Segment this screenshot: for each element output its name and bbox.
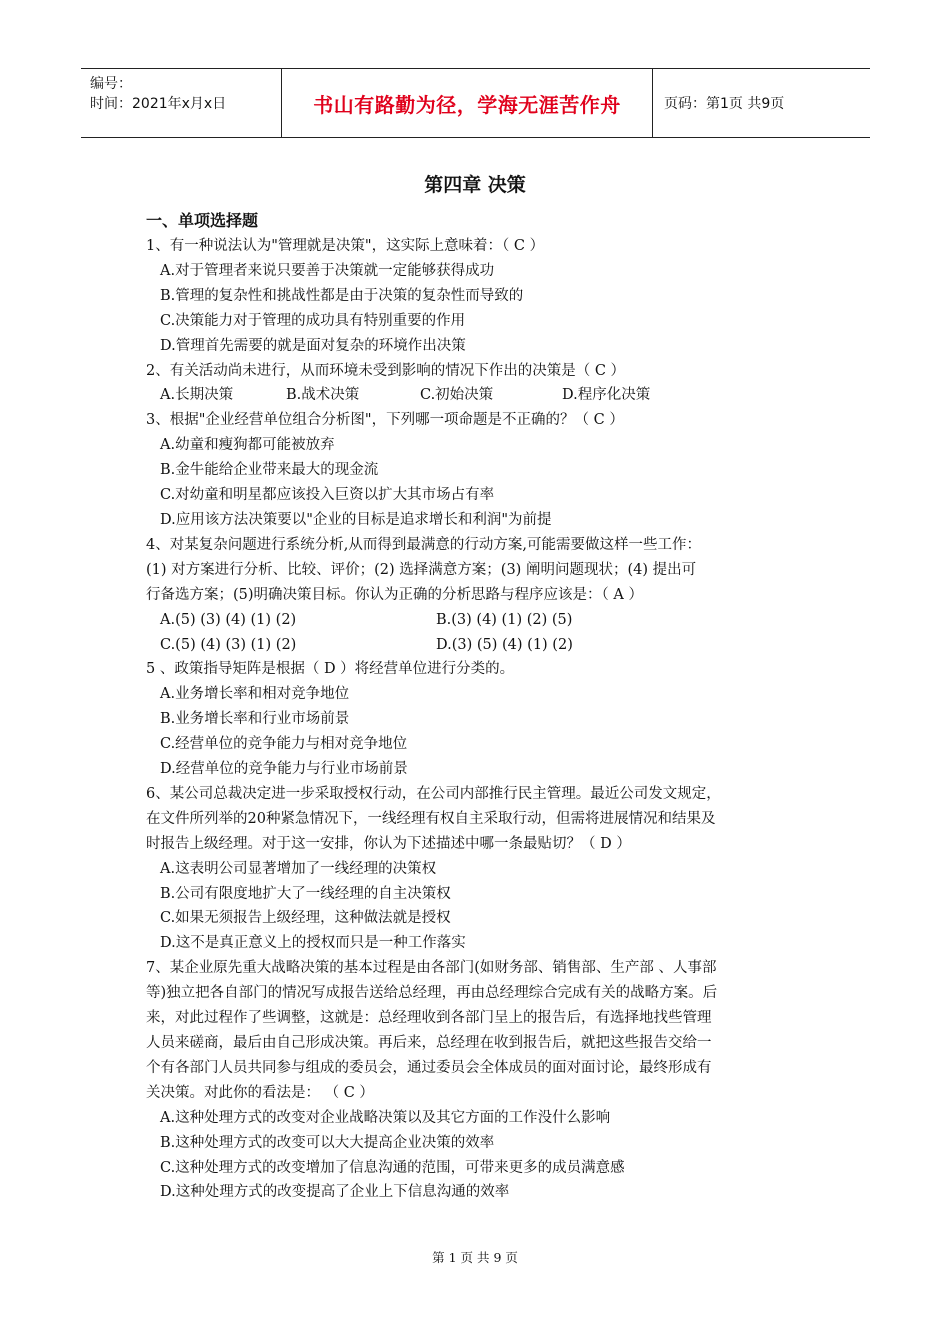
option-a: A.这种处理方式的改变对企业战略决策以及其它方面的工作没什么影响 — [160, 1109, 611, 1126]
option-a: A.这表明公司显著增加了一线经理的决策权 — [160, 860, 437, 877]
option-row-1 — [146, 608, 806, 633]
question-6 — [146, 782, 806, 956]
question-text: 5 、政策指导矩阵是根据（ D ）将经营单位进行分类的。 — [146, 661, 515, 678]
question-7 — [146, 956, 806, 1205]
page-footer: 第 1 页 共 9 页 — [432, 1250, 518, 1265]
option-d: D.管理首先需要的就是面对复杂的环境作出决策 — [160, 337, 466, 354]
question-text: 2、有关活动尚未进行，从而环境未受到影响的情况下作出的决策是（ C ） — [146, 362, 626, 379]
option-b: B.这种处理方式的改变可以大大提高企业决策的效率 — [160, 1134, 495, 1151]
question-text-line-4: 人员来磋商，最后由自己形成决策。再后来，总经理在收到报告后，就把这些报告交给一 — [146, 1035, 712, 1051]
option-a: A.对于管理者来说只要善于决策就一定能够获得成功 — [160, 262, 495, 279]
question-text-line-6: 关决策。对此你的看法是： （ C ） — [146, 1084, 374, 1101]
option-c: C.决策能力对于管理的成功具有特别重要的作用 — [160, 312, 466, 329]
question-text-line-1: 4、对某复杂问题进行系统分析,从而得到最满意的行动方案,可能需要做这样一些工作： — [146, 536, 701, 553]
option-b: B.金牛能给企业带来最大的现金流 — [160, 462, 379, 479]
header-motto-cell — [281, 69, 653, 137]
option-a: A.业务增长率和相对竞争地位 — [160, 686, 350, 703]
header-page-info: 页码：第1页 共9页 — [664, 96, 785, 112]
question-text-line-1: 7、某企业原先重大战略决策的基本过程是由各部门(如财务部、销售部、生产部 、人事部 — [146, 960, 717, 977]
header-motto: 书山有路勤为径，学海无涯苦作舟 — [313, 92, 621, 117]
document-number-label: 编号： — [90, 76, 132, 92]
question-1 — [146, 234, 806, 359]
question-2 — [146, 359, 806, 409]
option-d: D.应用该方法决策要以"企业的目标是追求增长和利润"为前提 — [160, 511, 552, 528]
question-text-line-2: 等)独立把各自部门的情况写成报告送给总经理，再由总经理综合完成有关的战略方案。后 — [146, 985, 718, 1002]
question-3 — [146, 408, 806, 533]
option-a: A.长期决策 — [160, 387, 234, 404]
question-text-line-5: 个有各部门人员共同参与组成的委员会，通过委员会全体成员的面对面讨论，最终形成有 — [146, 1059, 712, 1076]
option-b: B.管理的复杂性和挑战性都是由于决策的复杂性而导致的 — [160, 287, 524, 304]
option-d: D.程序化决策 — [562, 387, 651, 404]
section-heading: 一、单项选择题 — [146, 211, 259, 230]
option-c: C.如果无须报告上级经理，这种做法就是授权 — [160, 910, 451, 927]
option-d: D.(3) (5) (4) (1) (2) — [436, 636, 573, 653]
option-row — [146, 383, 806, 408]
question-5 — [146, 657, 806, 782]
question-4 — [146, 533, 806, 658]
question-text-line-1: 6、某公司总裁决定进一步采取授权行动，在公司内部推行民主管理。最近公司发文规定， — [146, 785, 721, 802]
question-text: 1、有一种说法认为"管理就是决策"，这实际上意味着：（ C ） — [146, 238, 545, 254]
document-date-label: 时间：2021年x月x日 — [90, 96, 227, 112]
question-text-line-3: 行备选方案；(5)明确决策目标。你认为正确的分析思路与程序应该是：（ A ） — [146, 586, 643, 603]
option-b: B.战术决策 — [286, 387, 360, 404]
option-a: A.(5) (3) (4) (1) (2) — [160, 611, 297, 628]
option-a: A.幼童和瘦狗都可能被放弃 — [160, 437, 335, 454]
option-row-2 — [146, 633, 806, 658]
option-c: C.对幼童和明星都应该投入巨资以扩大其市场占有率 — [160, 487, 495, 504]
option-b: B.公司有限度地扩大了一线经理的自主决策权 — [160, 885, 451, 902]
question-text-line-2: (1) 对方案进行分析、比较、评价；(2) 选择满意方案；(3) 阐明问题现状；(4) 提出可 — [146, 561, 697, 578]
question-list — [146, 234, 806, 1205]
option-c: C.(5) (4) (3) (1) (2) — [160, 636, 297, 653]
option-d: D.这种处理方式的改变提高了企业上下信息沟通的效率 — [160, 1184, 510, 1201]
question-text-line-3: 时报告上级经理。对于这一安排，你认为下述描述中哪一条最贴切？（ D ） — [146, 835, 631, 852]
option-c: C.这种处理方式的改变增加了信息沟通的范围，可带来更多的成员满意感 — [160, 1159, 625, 1176]
option-d: D.经营单位的竞争能力与行业市场前景 — [160, 761, 408, 778]
option-b: B.业务增长率和行业市场前景 — [160, 711, 350, 728]
question-text: 3、根据"企业经营单位组合分析图"，下列哪一项命题是不正确的？（ C ） — [146, 412, 624, 429]
page-header — [81, 68, 870, 138]
question-text-line-3: 来，对此过程作了些调整，这就是：总经理收到各部门呈上的报告后，有选择地找些管理 — [146, 1010, 712, 1027]
option-c: C.初始决策 — [420, 387, 494, 404]
header-left-cell — [81, 69, 281, 137]
chapter-title: 第四章 决策 — [424, 174, 526, 196]
question-text-line-2: 在文件所列举的20种紧急情况下，一线经理有权自主采取行动，但需将进展情况和结果及 — [146, 810, 716, 827]
option-b: B.(3) (4) (1) (2) (5) — [436, 611, 573, 628]
option-c: C.经营单位的竞争能力与相对竞争地位 — [160, 736, 408, 753]
option-d: D.这不是真正意义上的授权而只是一种工作落实 — [160, 935, 466, 952]
